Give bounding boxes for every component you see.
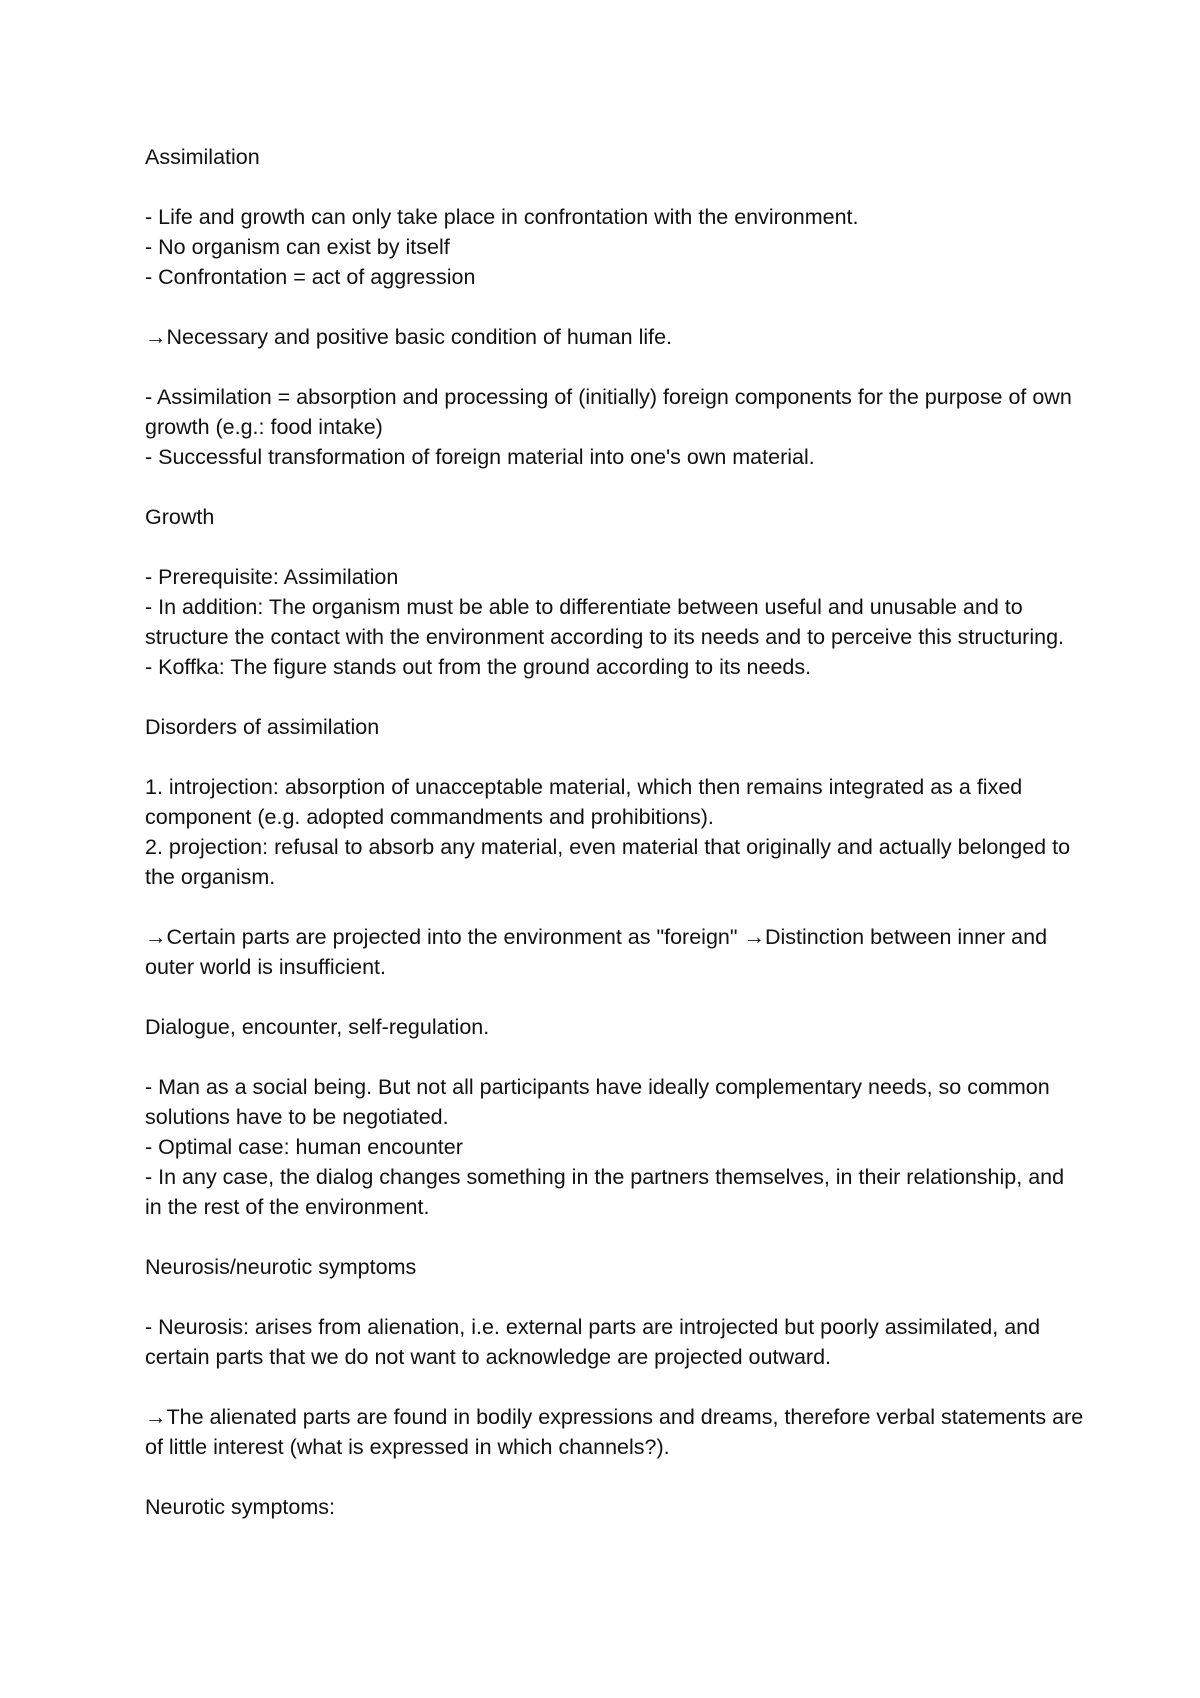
list-item: - Life and growth can only take place in confrontation with the environment. (145, 205, 859, 229)
list-item: - Prerequisite: Assimilation (145, 565, 399, 589)
list-item: - No organism can exist by itself (145, 235, 450, 259)
dialogue-bullets (145, 1072, 1085, 1222)
list-item: - Confrontation = act of aggression (145, 265, 476, 289)
list-item: - Assimilation = absorption and processing of (initially) foreign components for the purpose of own growth (e.g.: food intake) (145, 385, 1072, 439)
heading-neurosis: Neurosis/neurotic symptoms (145, 1255, 417, 1279)
list-item: - Man as a social being. But not all participants have ideally complementary needs, so common solutions have to be negotiated. (145, 1075, 1050, 1129)
list-item: 2. projection: refusal to absorb any material, even material that originally and actually belonged to the organism. (145, 835, 1071, 889)
list-item: 1. introjection: absorption of unacceptable material, which then remains integrated as a fixed component (e.g. adopted commandments and prohibitions). (145, 775, 1023, 829)
neurosis-bullets (145, 1312, 1085, 1372)
heading-neurotic-symptoms: Neurotic symptoms: (145, 1495, 335, 1519)
heading-assimilation: Assimilation (145, 145, 260, 169)
list-item: - In addition: The organism must be able to differentiate between useful and unusable and to structure the contact with the environment according to its needs and to perceive this structuring. (145, 595, 1065, 649)
heading-disorders: Disorders of assimilation (145, 715, 380, 739)
neurosis-arrow-note: →The alienated parts are found in bodily expressions and dreams, therefore verbal statements are of little interest (what is expressed in which channels?). (145, 1405, 1084, 1459)
assimilation-bullets (145, 202, 1085, 292)
list-item: - Optimal case: human encounter (145, 1135, 463, 1159)
list-item: - Successful transformation of foreign material into one's own material. (145, 445, 815, 469)
heading-dialogue: Dialogue, encounter, self-regulation. (145, 1015, 490, 1039)
growth-bullets (145, 562, 1085, 682)
list-item: - Neurosis: arises from alienation, i.e. external parts are introjected but poorly assimilated, and certain parts that we do not want to acknowledge are projected outward. (145, 1315, 1041, 1369)
disorders-arrow-note: →Certain parts are projected into the environment as "foreign" →Distinction between inner and outer world is insufficient. (145, 925, 1048, 979)
document-body (145, 142, 1085, 1522)
list-item: - Koffka: The figure stands out from the ground according to its needs. (145, 655, 812, 679)
disorders-items (145, 772, 1085, 892)
assimilation-arrow-note: →Necessary and positive basic condition of human life. (145, 325, 673, 349)
list-item: - In any case, the dialog changes something in the partners themselves, in their relationship, and in the rest of the environment. (145, 1165, 1065, 1219)
assimilation-bullets-2 (145, 382, 1085, 472)
heading-growth: Growth (145, 505, 215, 529)
